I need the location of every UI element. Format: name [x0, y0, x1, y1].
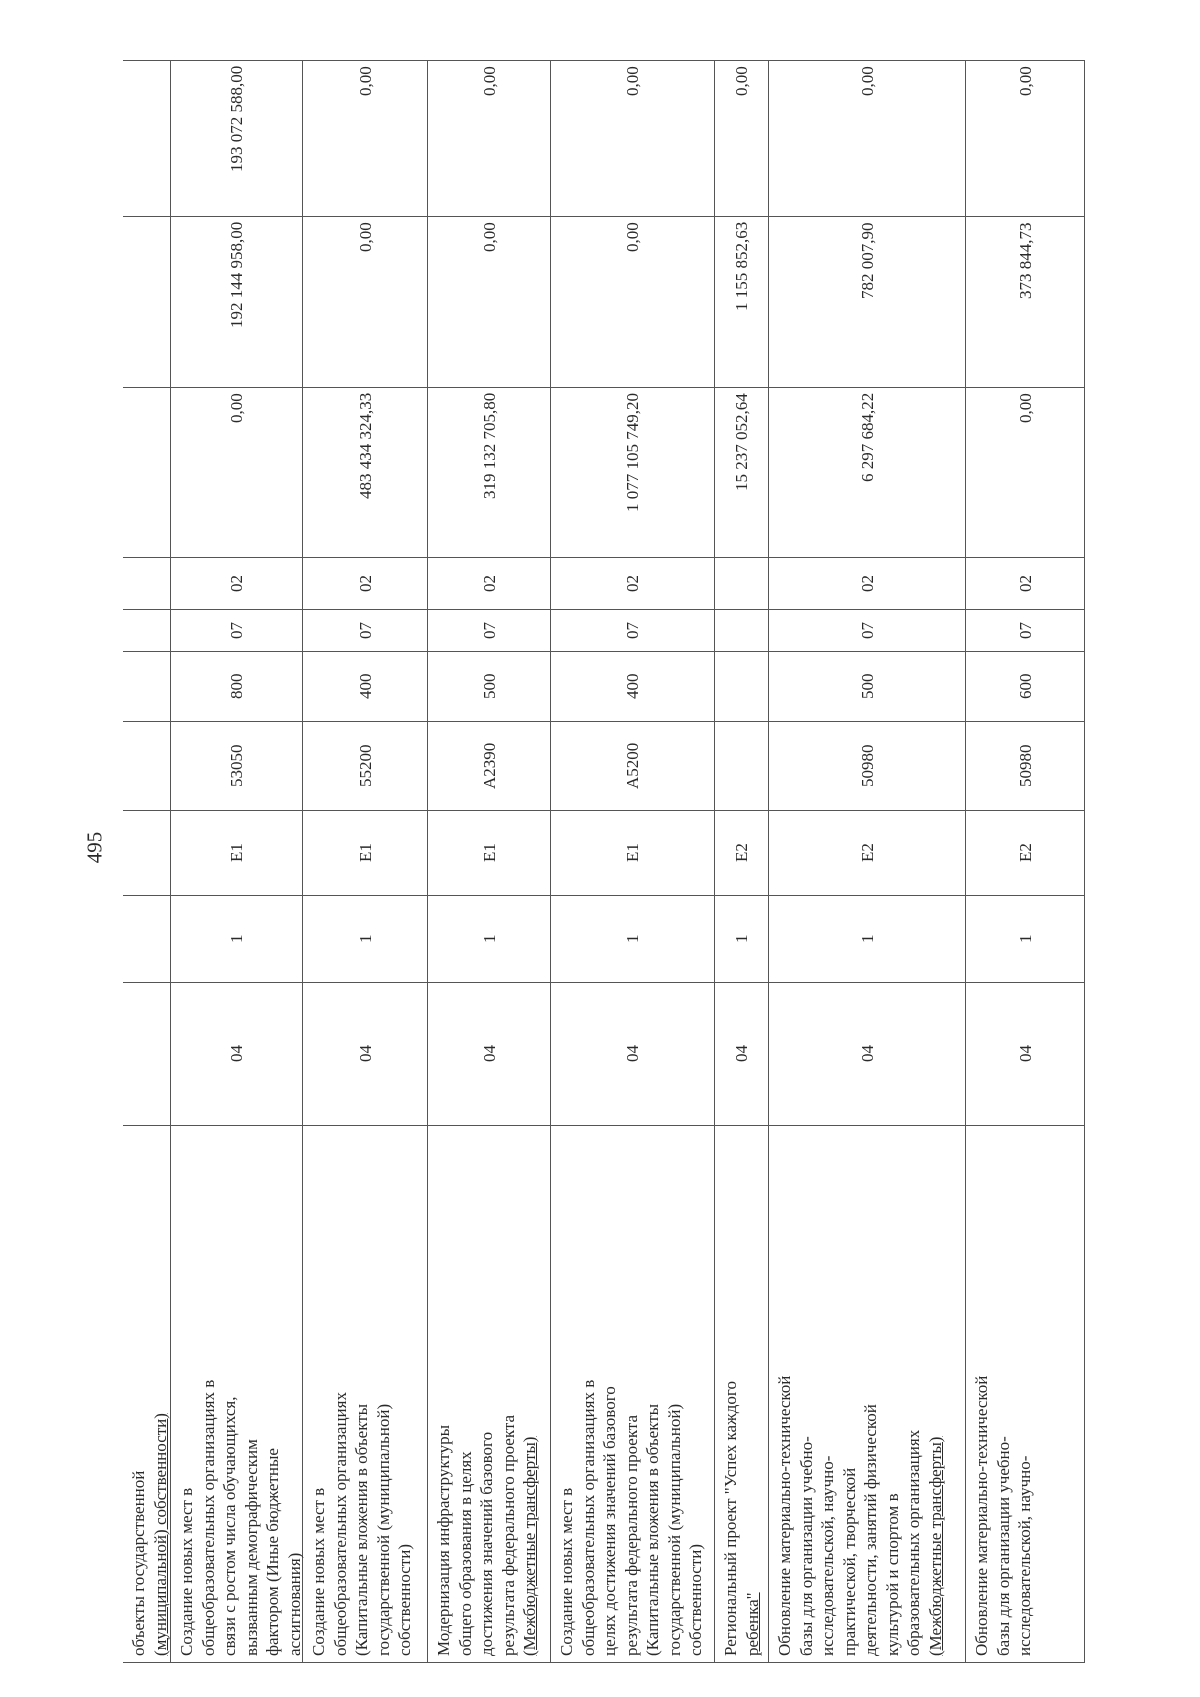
amount-year-2: 0,00	[355, 222, 375, 252]
direction-code: А2390	[479, 742, 499, 789]
amount-year-3: 0,00	[479, 66, 499, 96]
amount-year-1: 15 237 052,64	[732, 393, 751, 491]
subsection-code: 02	[1015, 574, 1035, 592]
amount-year-1: 0,00	[227, 393, 246, 423]
description-line: общеобразовательных организациях	[330, 1392, 350, 1656]
description-line: деятельности, занятий физической	[861, 1404, 880, 1656]
section-code: 07	[857, 621, 877, 639]
description-line: (Межбюджетные трансферты)	[520, 1436, 539, 1656]
amount-year-3: 0,00	[623, 66, 642, 96]
section-code: 07	[623, 621, 642, 639]
program-code: 04	[732, 1045, 751, 1062]
expense-type-code: 400	[623, 673, 642, 699]
description-line: ассигнования)	[284, 1552, 304, 1656]
description-line: (Капитальные вложения в объекты	[643, 1403, 662, 1656]
description-line: результата федерального проекта	[621, 1414, 641, 1656]
description-line: Модернизация инфраструктуры	[434, 1425, 453, 1656]
description-line: собственности)	[395, 1544, 414, 1656]
description-line: практической, творческой	[839, 1467, 859, 1656]
description-line: общеобразовательных организациях в	[198, 1379, 218, 1656]
description-line: вызванным демографическим	[241, 1439, 261, 1656]
amount-year-3: 0,00	[1015, 66, 1035, 96]
program-code: 04	[355, 1045, 375, 1062]
description-line: государственной (муниципальной)	[373, 1403, 393, 1656]
description-line: Создание новых мест в	[177, 1487, 196, 1656]
project-code: Е1	[227, 843, 246, 862]
description-line: (муниципальной) собственности)	[150, 1413, 170, 1656]
amount-year-2: 192 144 958,00	[227, 221, 246, 328]
program-code: 04	[857, 1045, 877, 1062]
description-line: объекты государственной	[129, 1470, 148, 1656]
project-code: Е2	[857, 843, 877, 862]
description-line: ребенка"	[742, 1592, 762, 1656]
page-number: 495	[82, 831, 107, 864]
subprogram-code: 1	[227, 934, 246, 943]
subprogram-code: 1	[732, 934, 751, 943]
amount-year-2: 373 844,73	[1015, 222, 1035, 299]
amount-year-3: 0,00	[857, 66, 877, 96]
description-line: (Капитальные вложения в объекты	[352, 1403, 371, 1656]
subsection-code: 02	[227, 574, 246, 592]
amount-year-1: 483 434 324,33	[355, 392, 375, 499]
project-code: Е1	[479, 843, 499, 862]
amount-year-3: 0,00	[732, 66, 751, 96]
grid-line	[123, 1662, 1085, 1663]
project-code: Е2	[732, 843, 751, 862]
direction-code: 50980	[857, 744, 877, 787]
subsection-code: 02	[355, 574, 375, 592]
expense-type-code: 500	[479, 673, 499, 699]
project-code: Е1	[623, 843, 642, 862]
description-line: Создание новых мест в	[309, 1487, 328, 1656]
description-line: Обновление материально-технической	[775, 1375, 794, 1656]
subprogram-code: 1	[355, 934, 375, 943]
row-description	[308, 1129, 416, 1656]
amount-year-2: 1 155 852,63	[732, 221, 751, 311]
amount-year-1: 6 297 684,22	[857, 392, 877, 482]
description-line: общего образования в целях	[455, 1451, 475, 1656]
direction-code: 55200	[355, 744, 375, 787]
row-description	[433, 1129, 541, 1656]
row-description	[971, 1129, 1036, 1656]
description-line: базы для организации учебно-	[993, 1436, 1013, 1656]
amount-year-3: 0,00	[355, 66, 375, 96]
description-line: Региональный проект "Успех каждого	[721, 1381, 740, 1656]
expense-type-code: 800	[227, 673, 246, 699]
amount-year-2: 0,00	[479, 222, 499, 252]
program-code: 04	[227, 1045, 246, 1062]
row-description	[774, 1129, 946, 1656]
budget-table	[123, 60, 1085, 1662]
direction-code: А5200	[623, 742, 642, 789]
program-code: 04	[479, 1045, 499, 1062]
amount-year-1: 319 132 705,80	[479, 392, 499, 499]
description-line: исследовательской, научно-	[1015, 1455, 1034, 1656]
row-description	[556, 1129, 707, 1656]
row-description	[176, 1129, 305, 1656]
program-code: 04	[1015, 1045, 1035, 1062]
subprogram-code: 1	[1015, 934, 1035, 943]
amount-year-2: 0,00	[623, 222, 642, 252]
description-line: исследовательской, научно-	[818, 1455, 837, 1656]
description-line: результата федерального проекта	[498, 1414, 518, 1656]
description-line: государственной (муниципальной)	[664, 1403, 684, 1656]
description-line: целях достижения значений базового	[600, 1386, 619, 1656]
amount-year-2: 782 007,90	[857, 222, 877, 299]
section-code: 07	[355, 621, 375, 639]
subsection-code: 02	[857, 574, 877, 592]
description-line: образовательных организациях	[904, 1429, 923, 1656]
description-line: культурой и спортом в	[882, 1493, 902, 1656]
description-line: Создание новых мест в	[557, 1487, 576, 1656]
program-code: 04	[623, 1045, 642, 1062]
subprogram-code: 1	[857, 934, 877, 943]
row-description	[128, 1129, 171, 1656]
expense-type-code: 600	[1015, 673, 1035, 699]
description-line: достижения значений базового	[477, 1431, 496, 1656]
project-code: Е2	[1015, 843, 1035, 862]
project-code: Е1	[355, 843, 375, 862]
subsection-code: 02	[623, 574, 642, 592]
direction-code: 50980	[1015, 744, 1035, 787]
amount-year-1: 0,00	[1015, 393, 1035, 423]
direction-code: 53050	[227, 744, 246, 787]
description-line: Обновление материально-технической	[972, 1375, 991, 1656]
description-line: фактором (Иные бюджетные	[263, 1448, 282, 1656]
subsection-code: 02	[479, 574, 499, 592]
amount-year-1: 1 077 105 749,20	[623, 393, 642, 512]
section-code: 07	[1015, 621, 1035, 639]
expense-type-code: 500	[857, 673, 877, 699]
description-line: связи с ростом числа обучающихся,	[220, 1396, 239, 1656]
section-code: 07	[479, 621, 499, 639]
subprogram-code: 1	[479, 934, 499, 943]
description-line: собственности)	[686, 1544, 705, 1656]
row-description	[720, 1129, 763, 1656]
expense-type-code: 400	[355, 673, 375, 699]
description-line: базы для организации учебно-	[796, 1436, 816, 1656]
subprogram-code: 1	[623, 934, 642, 943]
description-line: (Межбюджетные трансферты)	[925, 1436, 945, 1656]
section-code: 07	[227, 621, 246, 639]
description-line: общеобразовательных организациях в	[578, 1379, 598, 1656]
amount-year-3: 193 072 588,00	[227, 65, 246, 172]
